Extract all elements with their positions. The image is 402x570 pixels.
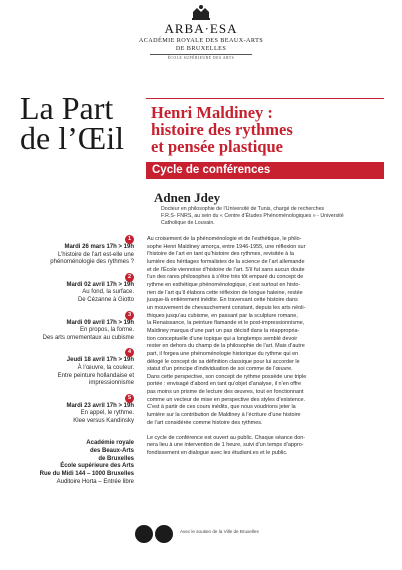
description-line: statut d’un principe d’individuation de soi comme de l’œuvre.	[147, 366, 293, 373]
speaker-bio-line: Catholique de Louvain.	[161, 220, 215, 226]
session-topic-line: L’histoire de l’art est-elle une	[57, 251, 134, 258]
session-date: Mardi 23 avril 17h > 19h	[66, 402, 134, 409]
session-date: Mardi 02 avril 17h > 19h	[66, 281, 134, 288]
session-topic-line: Au fond, la surface.	[82, 289, 134, 296]
venue-line: des Beaux-Arts	[89, 447, 134, 454]
speaker-bio-line: Docteur en philosophie de l’Université de Tunis, chargé de recherches	[161, 206, 325, 212]
description-line: Maldiney marqua d’une part un pas décisif dans la réappropria-	[147, 327, 300, 334]
description-line: portée : envisagé d’abord en tant qu’objet d’analyse, il n’en offre	[147, 381, 302, 388]
page-title	[20, 90, 145, 156]
description-line: l’histoire de l’art en tant qu’histoire des rythmes, revisitée à la	[147, 251, 294, 258]
session-schedule	[14, 235, 134, 432]
description-line: tion conceptuelle d’une topique qui a longtemps semblé devoir	[147, 335, 298, 342]
speaker-name: Adnen Jdey	[154, 190, 221, 205]
description-line: et de l’École viennoise d’histoire de l’art. S’il fut sans aucun doute	[147, 266, 305, 273]
description-line: comme un vecteur de mise en perspective des styles d’existence.	[147, 396, 306, 403]
description-line: rien de l’art qu’il élabora cette réflexion de longue haleine, restée	[147, 289, 303, 296]
academy-emblem-icon	[189, 4, 213, 20]
description-line: part, il forgea une phénoménologie historique du rythme qui en	[147, 350, 299, 357]
session-topic-line: Entre peinture hollandaise et	[57, 372, 134, 379]
series-label: Cycle de conférences	[152, 164, 271, 176]
speaker-bio-line: F.R.S- FNRS, au sein du « Centre d’Études Phénoménologiques » - Université	[161, 213, 344, 219]
session-number-badge: 1	[125, 235, 134, 244]
description-line: sophe Henri Maldiney amorça, entre 1946-1955, une réflexion sur	[147, 243, 306, 250]
description-line: fondissement en dialogue avec les étudiant.es et le public.	[147, 449, 288, 456]
support-text: Avec le soutien de la Ville de Bruxelles	[180, 529, 259, 534]
description-line: pas moins un prisme de lecture des œuvres, tout en fonctionnant	[147, 389, 304, 396]
session-item	[14, 348, 134, 387]
session-item	[14, 235, 134, 267]
session-number-badge: 4	[125, 348, 134, 357]
session-topic-line: phénoménologie des rythmes ?	[50, 259, 134, 266]
description-body	[147, 236, 387, 458]
lecture-subtitle	[151, 104, 381, 155]
subtitle-line2: histoire des rythmes	[151, 120, 293, 139]
subtitle-line1: Henri Maldiney :	[151, 103, 273, 122]
description-line: délogé le concept de sa définition classique pour lui accorder le	[147, 358, 300, 365]
venue-line: Rue du Midi 144 – 1000 Bruxelles	[39, 471, 134, 478]
partner-logo-icon	[155, 525, 173, 543]
session-item	[14, 273, 134, 305]
session-topic-line: De Cézanne à Giotto	[77, 296, 134, 303]
school-name: ÉCOLE SUPÉRIEURE DES ARTS	[167, 56, 235, 60]
description-line: C’est à partir de ces cours inédits, que nous voudrions jeter la	[147, 404, 296, 411]
venue-line: Académie royale	[86, 440, 134, 446]
session-topic-line: En propos, la forme.	[79, 327, 134, 334]
description-line: nera lieu à une intervention de 1 heure, suivi d’un temps d’appro-	[147, 442, 304, 449]
session-item	[14, 394, 134, 426]
session-number-badge: 3	[125, 311, 134, 320]
description-line: la Renaissance, la peinture flamande et le post-impressionnisme,	[147, 320, 305, 327]
description-line: jusque-là entièrement inédite. En traversant cette histoire dans	[147, 297, 298, 304]
description-paragraph-2	[147, 435, 387, 458]
session-date: Jeudi 18 avril 17h > 19h	[66, 357, 134, 364]
subtitle-line3: et pensée plastique	[151, 137, 283, 156]
session-date: Mardi 09 avril 17h > 19h	[66, 319, 134, 326]
venue-auditorium: Auditoire Horta – Entrée libre	[56, 478, 134, 485]
description-line: Au croisement de la phénoménologie et de l’esthétique, le philo-	[147, 236, 302, 242]
description-line: lumière des héritages formalistes de la science de l’art allemande	[147, 258, 305, 265]
logo-divider	[150, 54, 252, 55]
academy-name-line1: ACADÉMIE ROYALE DES BEAUX-ARTS	[138, 37, 264, 44]
session-item	[14, 311, 134, 343]
session-date: Mardi 26 mars 17h > 19h	[64, 244, 134, 250]
session-topic-line: impressionnisme	[88, 380, 134, 387]
page-title-line2: de l’Œil	[20, 120, 124, 156]
subtitle-rule	[146, 98, 384, 99]
session-topic-line: En appel, le rythme.	[80, 410, 134, 417]
venue-line: de Bruxelles	[98, 455, 134, 462]
city-logo-icon	[135, 525, 153, 543]
session-number-badge: 5	[125, 394, 134, 403]
academy-name-line2: DE BRUXELLES	[175, 45, 227, 52]
session-topic-line: À l’œuvre, la couleur.	[77, 364, 134, 371]
speaker-bio	[161, 206, 386, 227]
description-line: rester en dehors du champ de la philosophie de l’art. Mais d’autre	[147, 343, 305, 350]
description-line: Le cycle de conférence est ouvert au public. Chaque séance don-	[147, 434, 306, 441]
page-title-line1: La Part	[20, 90, 114, 126]
session-topic-line: Des arts ornementaux au cubisme	[42, 334, 134, 341]
session-topic-line: Klee versus Kandinsky	[73, 417, 134, 424]
description-paragraph-1	[147, 236, 387, 427]
description-line: l’un des rares philosophes à s’être très tôt emparé du concept de	[147, 274, 304, 281]
description-line: thiques jusqu’au cubisme, en passant par la sculpture romane,	[147, 312, 298, 319]
description-line: lumière sur la contribution de Maldiney à l’écriture d’une histoire	[147, 412, 301, 419]
description-line: Dans cette perspective, son concept de rythme possède une triple	[147, 373, 307, 380]
description-line: un mouvement de chevauchement constant, depuis les arts néoli-	[147, 304, 306, 311]
session-number-badge: 2	[125, 273, 134, 282]
venue-line: École supérieure des Arts	[60, 463, 134, 470]
academy-logo-text: ARBA·ESA	[164, 21, 238, 36]
venue-info	[14, 440, 134, 487]
description-line: de l’art considérée comme histoire des rythmes.	[147, 419, 263, 426]
description-line: rythme en esthétique phénoménologique, c’est surtout en histo-	[147, 281, 301, 288]
